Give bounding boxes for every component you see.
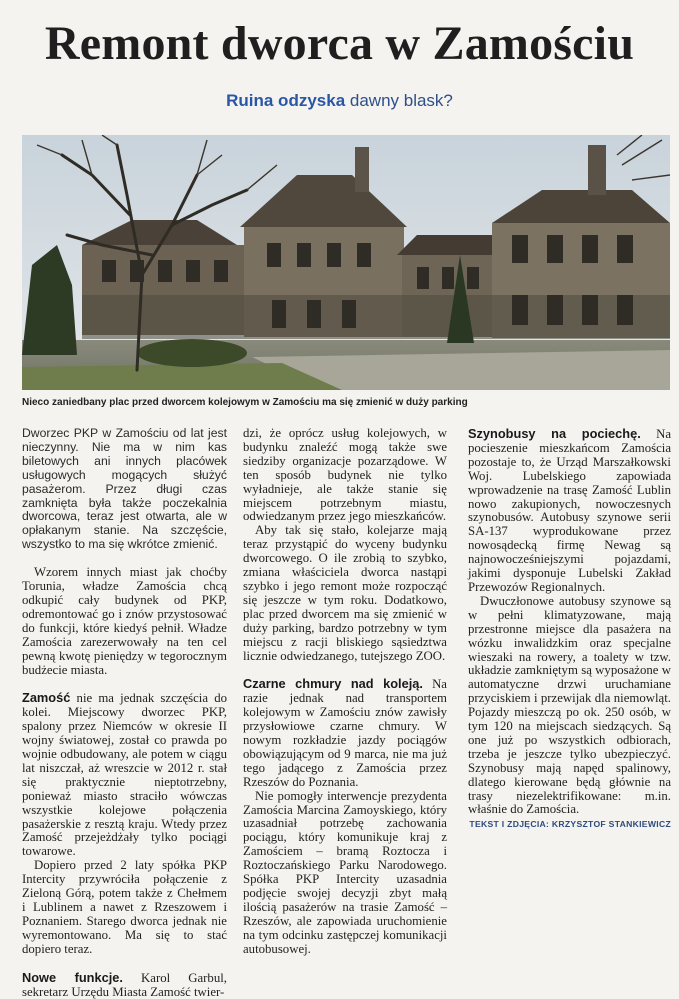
- station-photo-illustration: [22, 135, 670, 390]
- paragraph-text: Na pocieszenie mieszkańcom Zamościa pozostaje to, że Urząd Marszałkowski Woj. Lubelskiego zapowiada wprowadzenie na trasę Zamość Lublin nowo zakupionych, nowoczesnych szynobusów. Autobusy szynowe serii SA-137 wyprodukowane przez nowosądecką firmę Newag są najnowocześniejszymi pojazdami, jakimi dysponuje Lubelski Zakład Przewozów Regionalnych.: [468, 427, 671, 594]
- article-lead: Dworzec PKP w Zamościu od lat jest nieczynny. Nie ma w nim kas biletowych ani innych placówek usługowych mogących służyć pasażerom. Przez długi czas zamknięta była także poczekalnia dworcowa, teraz jest otwarta, ale w opłakanym stanie. Na szczęście, wszystko to ma się wkrótce zmienić.: [22, 426, 227, 552]
- paragraph: [468, 427, 671, 595]
- article-subtitle: [0, 90, 679, 112]
- column-1: [22, 427, 227, 999]
- paragraph-text: nie ma jednak szczęścia do kolei. Miejscowy dworzec PKP, spalony przez Niemców w okresie II wojny światowej, został co prawda po wojnie odbudowany, ale potem w ciągu lat niszczał, aż wreszcie w 2012 r. stał się praktycznie nieptotrzebny, ponieważ miasto straciło wówczas wszystkie kolejowe połączenia pasażerskie z resztą kraju. Wtedy przez Zamość przejeżdżały tylko pociągi towarowe.: [22, 691, 227, 859]
- author-credit: TEKST I ZDJĘCIA: KRZYSZTOF STANKIEWICZ: [469, 819, 671, 830]
- paragraph-heading: Zamość: [22, 690, 71, 706]
- paragraph-text: Karol Garbul, sekretarz Urzędu Miasta Zamość twier-: [22, 970, 227, 999]
- paragraph-text: Na razie jednak nad transportem kolejowym w Zamościu znów zawisły przysłowiowe czarne chmury. W nowym rozkładzie jazdy pociągów obowiązującym od 9 marca, nie ma już tego jadącego z Zamościa przez Rzeszów do Poznania.: [243, 677, 447, 789]
- subtitle-rest: dawny blask?: [345, 91, 453, 110]
- paragraph: Wzorem innych miast jak choćby Torunia, władze Zamościa chcą odkupić cały budynek od PKP, odremontować go i znów przystosować do funkcji, które kiedyś pełnił. Władze Zamościa zarezerwowały na ten cel pewną kwotę pieniędzy w tegorocznym budżecie miasta.: [22, 565, 227, 677]
- paragraph: [243, 677, 447, 789]
- photo-caption: Nieco zaniedbany plac przed dworcem kolejowym w Zamościu ma się zmienić w duży parking: [22, 397, 468, 408]
- paragraph: dzi, że oprócz usług kolejowych, w budynku znaleźć mogą także swe siedziby organizacje pozarządowe. W ten sposób budynek nie tylko wyładnieje, ale także stanie się miejscem potrzebnym miastu, odwiedzanym przez jego mieszkańców.: [243, 426, 447, 524]
- paragraph: Dopiero przed 2 laty spółka PKP Intercity przywróciła połączenie z Zieloną Górą, potem także z Chełmem i Lublinem a nawet z Rzeszowem i Poznaniem. Starego dworca jednak nie wyremontowano. Ma się to stać dopiero teraz.: [22, 858, 227, 956]
- paragraph-heading: Szynobusy na pociechę.: [468, 426, 641, 441]
- paragraph-heading: Czarne chmury nad koleją.: [243, 676, 423, 692]
- paragraph: Aby tak się stało, kolejarze mają teraz przystąpić do wyceny budynku dworcowego. O ile zrobią to szybko, zmiana właściciela dworca nastąpi szybko i jego remont może rozpocząć się jeszcze w tym roku. Dodatkowo, plac przed dworcem ma się zmienić w duży parking, bardzo potrzebny w tym miejscu z racji bliskiego sąsiedztwa licznie odwiedzanego, tutejszego ZOO.: [243, 523, 447, 663]
- paragraph: Dwuczłonowe autobusy szynowe są w pełni klimatyzowane, mają przestronne miejsce dla pasażera na wózku inwalidzkim oraz specjalne wieszaki na rowery, a toalety w tzw. układzie zamkniętym są wyposażone w automatyczne drzwi uruchamiane przyciskiem i przewijak dla niemowląt. Pojazdy mieszczą po ok. 250 osób, w tym 120 na miejscach siedzących. Są one już po wszystkich odbiorach, trzeba je jeszcze tylko ubezpieczyć. Szynobusy mają napęd spalinowy, dlatego kierowane będą głównie na trasy niezelektrifikowane: m.in. właśnie do Zamościa.: [468, 593, 671, 817]
- article-title: Remont dworca w Zamościu: [44, 17, 635, 70]
- paragraph-heading: Nowe funkcje.: [22, 969, 123, 985]
- paragraph: [22, 971, 227, 999]
- subtitle-emphasis: Ruina odzyska: [226, 91, 346, 110]
- paragraph: Nie pomogły interwencje prezydenta Zamościa Marcina Zamoyskiego, który uzasadniał potrzebę zachowania pociągu, który komunikuje kraj z Zamościem – bramą Roztocza i Roztoczańskiego Parku Narodowego. Spółka PKP Intercity uzasadnia podjęcie swojej decyzji zbyt małą ilością pasażerów na trasie Zamość – Rzeszów, ale zapowiada uruchomienie na tym odcinku zastępczej komunikacji autobusowej.: [243, 788, 447, 956]
- column-2: [243, 427, 447, 957]
- station-photo: [22, 135, 670, 390]
- column-3: [468, 427, 671, 831]
- paragraph: [22, 691, 227, 859]
